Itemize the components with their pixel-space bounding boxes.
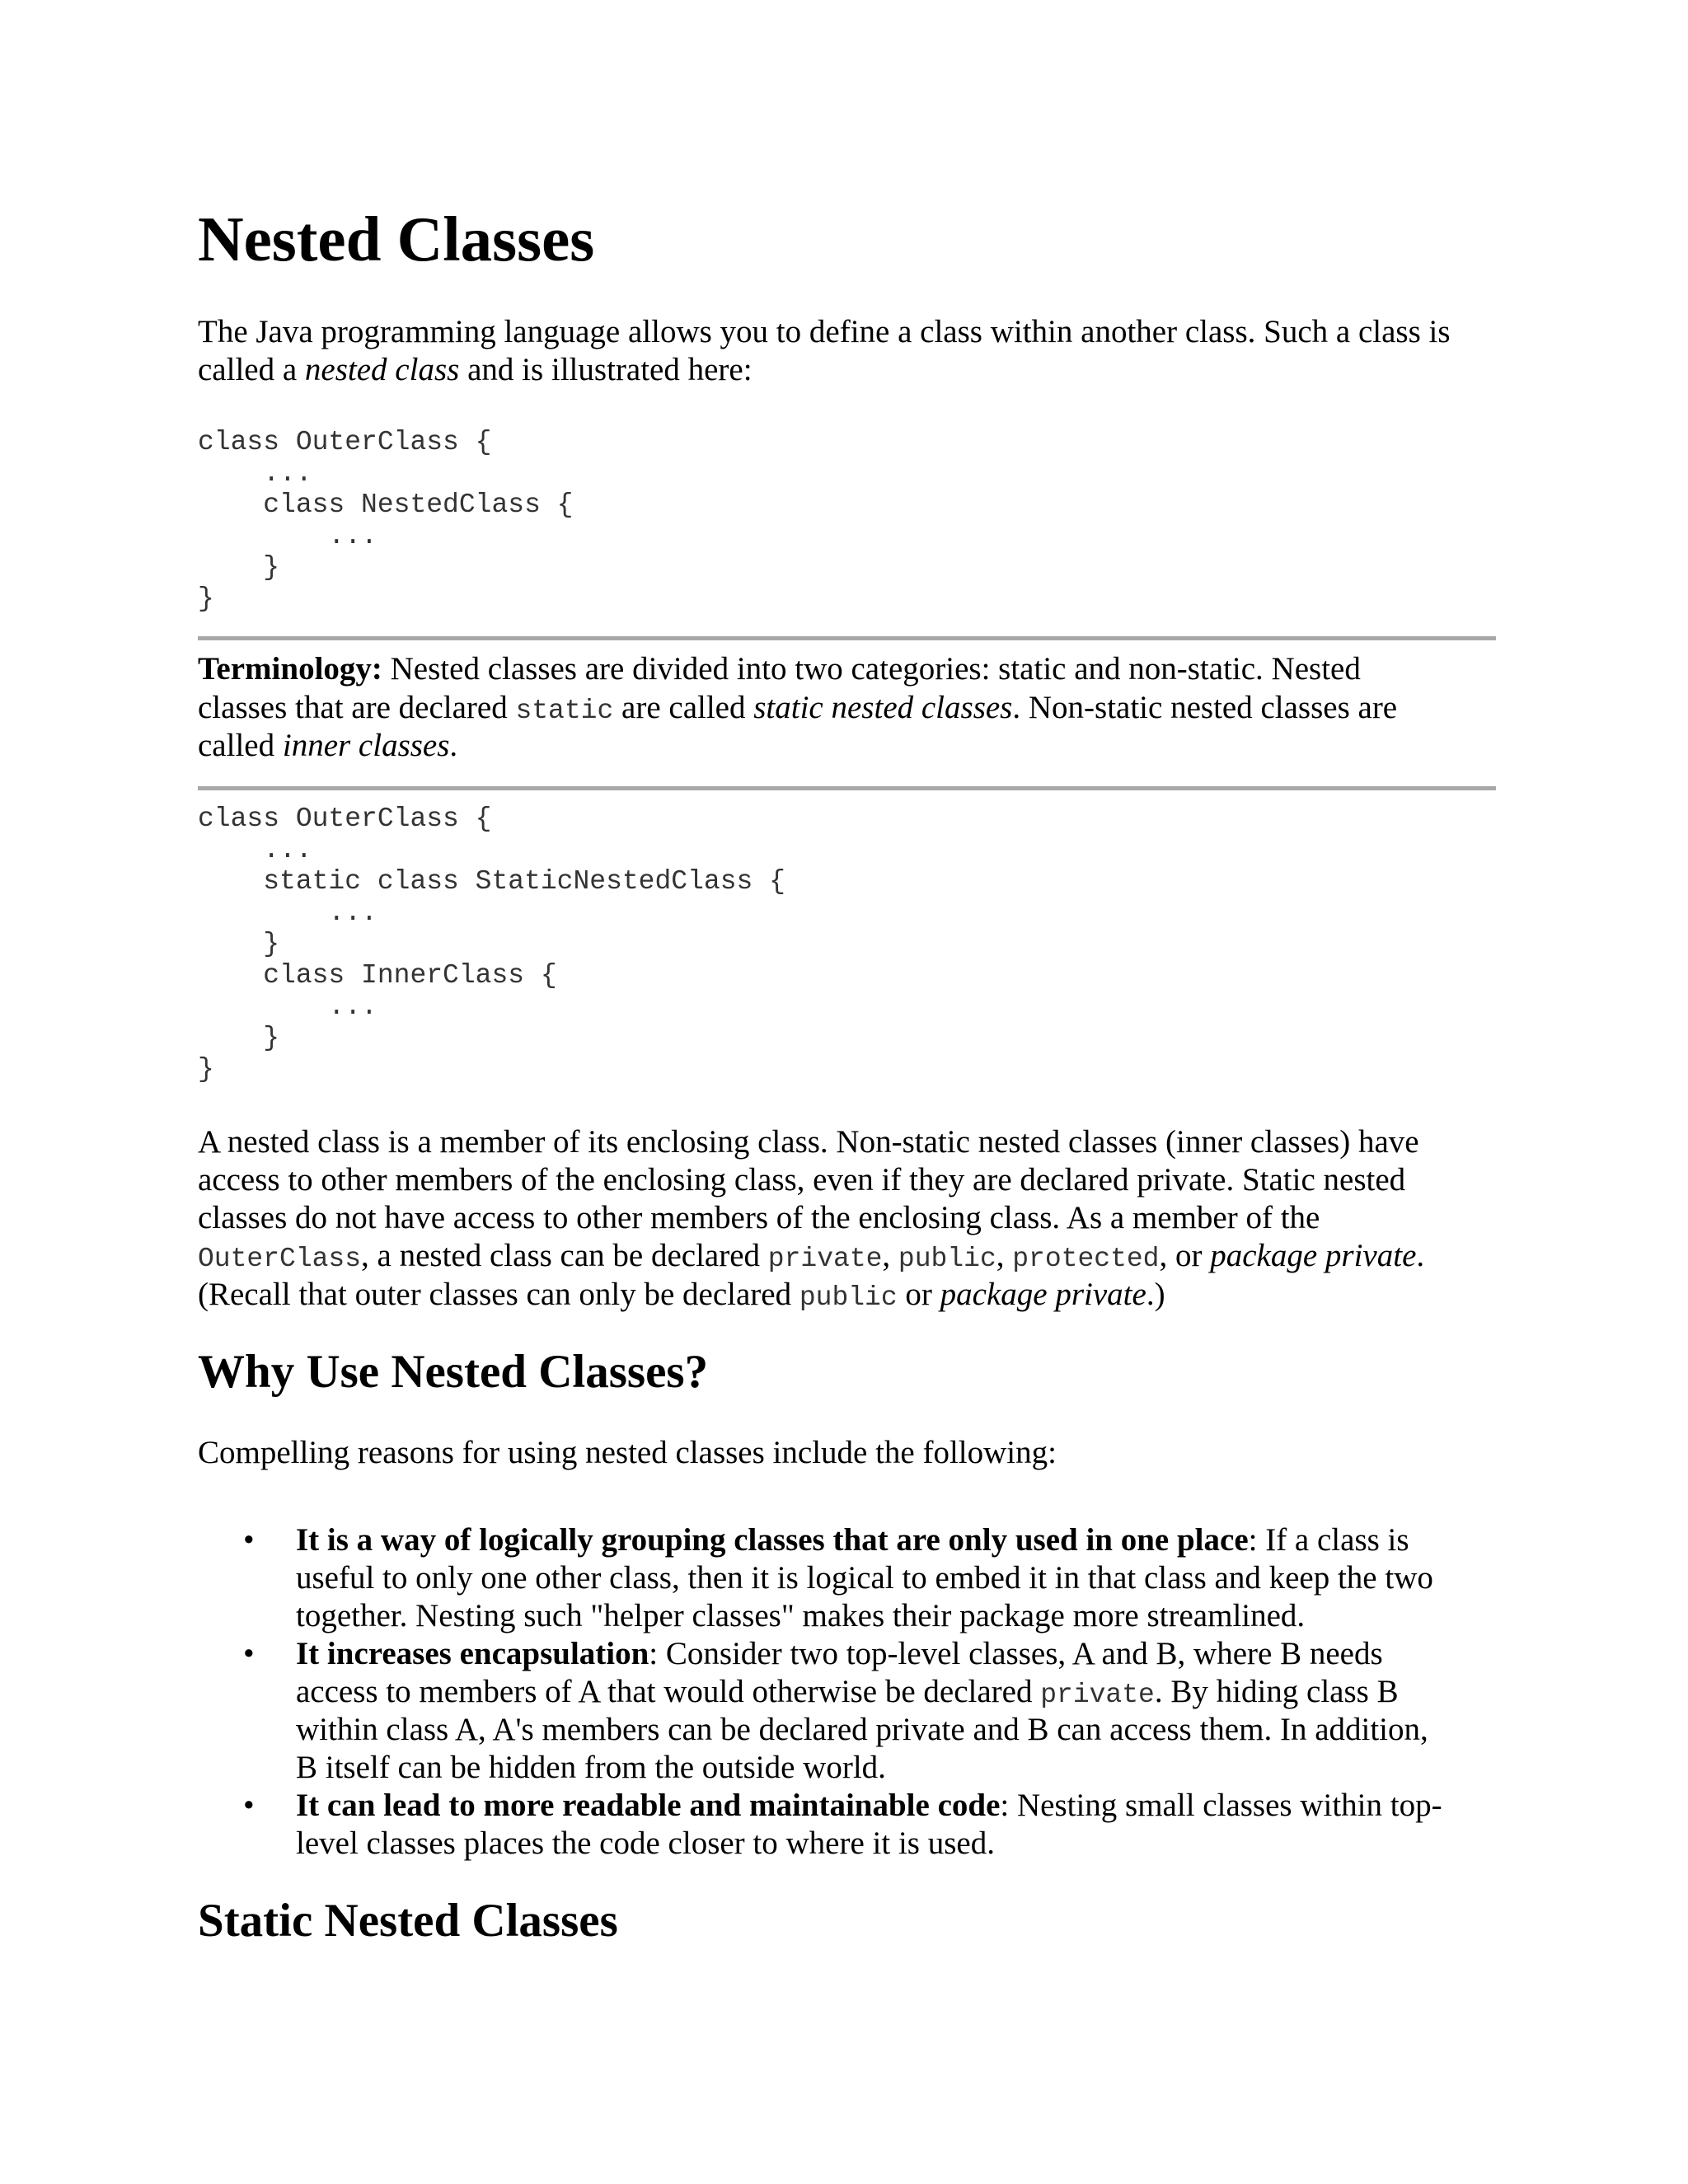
code-line: class OuterClass { xyxy=(198,427,492,457)
code-line: class InnerClass { xyxy=(198,960,557,991)
code-line: ... xyxy=(198,991,377,1022)
inline-code: OuterClass xyxy=(198,1244,362,1274)
emphasis: nested class xyxy=(304,352,460,387)
page-title: Nested Classes xyxy=(198,204,595,274)
member-line-5 xyxy=(198,1278,1165,1311)
list-item-2-line-3: within class A, A's members can be declared private and B can access them. In addition, xyxy=(296,1712,1428,1747)
code-line: } xyxy=(198,552,280,583)
code-line: ... xyxy=(198,835,312,865)
text: access to members of A that would otherwise be declared xyxy=(296,1674,1041,1709)
text: . xyxy=(449,728,458,763)
section-heading-static: Static Nested Classes xyxy=(198,1895,618,1947)
terminology-top-rule xyxy=(198,636,1496,640)
text: , xyxy=(996,1238,1013,1273)
emphasis: package private xyxy=(940,1277,1146,1312)
code-line: } xyxy=(198,929,280,959)
text: or xyxy=(897,1277,940,1312)
text: , xyxy=(882,1238,898,1273)
text: , or xyxy=(1159,1238,1211,1273)
emphasis: static nested classes xyxy=(753,690,1013,725)
code-line: ... xyxy=(198,458,312,489)
text: , a nested class can be declared xyxy=(361,1238,768,1273)
text: are called xyxy=(613,690,754,725)
bullet-marker: • xyxy=(243,1788,255,1823)
text: : Consider two top-level classes, A and B, where B needs xyxy=(649,1636,1383,1671)
code-line: } xyxy=(198,583,214,614)
list-item-3-line-1 xyxy=(296,1789,1442,1821)
text: called xyxy=(198,728,283,763)
terminology-bottom-rule xyxy=(198,786,1496,790)
text: .) xyxy=(1146,1277,1165,1312)
member-line-1: A nested class is a member of its enclosing class. Non-static nested classes (inner classes) have xyxy=(198,1124,1419,1160)
list-item-1-line-1 xyxy=(296,1524,1409,1556)
inline-code: public xyxy=(799,1282,898,1313)
text: (Recall that outer classes can only be declared xyxy=(198,1277,799,1312)
intro-line-2 xyxy=(198,354,753,386)
member-line-4 xyxy=(198,1240,1424,1272)
list-item-1-line-3: together. Nesting such "helper classes" makes their package more streamlined. xyxy=(296,1598,1306,1633)
terminology-line-3 xyxy=(198,729,457,762)
text: . xyxy=(1416,1238,1425,1273)
emphasis: inner classes xyxy=(282,728,450,763)
bullet-marker: • xyxy=(243,1522,255,1558)
text: : Nesting small classes within top- xyxy=(1000,1788,1442,1823)
text: classes that are declared xyxy=(198,690,516,725)
terminology-line-1 xyxy=(198,653,1361,685)
bold-text: It can lead to more readable and maintainable code xyxy=(296,1788,1001,1823)
code-line: class OuterClass { xyxy=(198,804,492,834)
inline-code: static xyxy=(515,696,614,726)
code-line: ... xyxy=(198,898,377,928)
text: . By hiding class B xyxy=(1154,1674,1399,1709)
list-item-2-line-4: B itself can be hidden from the outside world. xyxy=(296,1750,886,1785)
list-item-2-line-2 xyxy=(296,1675,1399,1708)
inline-code: protected xyxy=(1012,1244,1160,1274)
terminology-line-2 xyxy=(198,691,1397,724)
inline-code: private xyxy=(1040,1680,1155,1710)
bold-text: It increases encapsulation xyxy=(296,1636,649,1671)
member-line-2: access to other members of the enclosing class, even if they are declared private. Static nested xyxy=(198,1162,1406,1197)
list-item-2-line-1 xyxy=(296,1638,1383,1670)
code-line: static class StaticNestedClass { xyxy=(198,866,785,897)
list-item-1-line-2: useful to only one other class, then it is logical to embed it in that class and keep the two xyxy=(296,1560,1433,1596)
list-item-3-line-2: level classes places the code closer to where it is used. xyxy=(296,1825,995,1861)
member-line-3: classes do not have access to other members of the enclosing class. As a member of the xyxy=(198,1200,1320,1235)
text: . Non-static nested classes are xyxy=(1012,690,1398,725)
inline-code: public xyxy=(898,1244,996,1274)
bullet-marker: • xyxy=(243,1636,255,1671)
inline-code: private xyxy=(767,1244,883,1274)
section-heading-why: Why Use Nested Classes? xyxy=(198,1346,709,1398)
code-line: class NestedClass { xyxy=(198,490,574,520)
text: : If a class is xyxy=(1248,1522,1409,1558)
terminology-label: Terminology: xyxy=(198,651,382,687)
why-intro: Compelling reasons for using nested classes include the following: xyxy=(198,1435,1057,1470)
code-line: } xyxy=(198,1023,280,1053)
code-line: ... xyxy=(198,521,377,551)
bold-text: It is a way of logically grouping classes that are only used in one place xyxy=(296,1522,1249,1558)
text: called a xyxy=(198,352,305,387)
text: Nested classes are divided into two categories: static and non-static. Nested xyxy=(382,651,1361,687)
emphasis: package private xyxy=(1210,1238,1417,1273)
text: and is illustrated here: xyxy=(459,352,753,387)
intro-line-1: The Java programming language allows you to define a class within another class. Such a class is xyxy=(198,314,1451,349)
code-line: } xyxy=(198,1054,214,1085)
